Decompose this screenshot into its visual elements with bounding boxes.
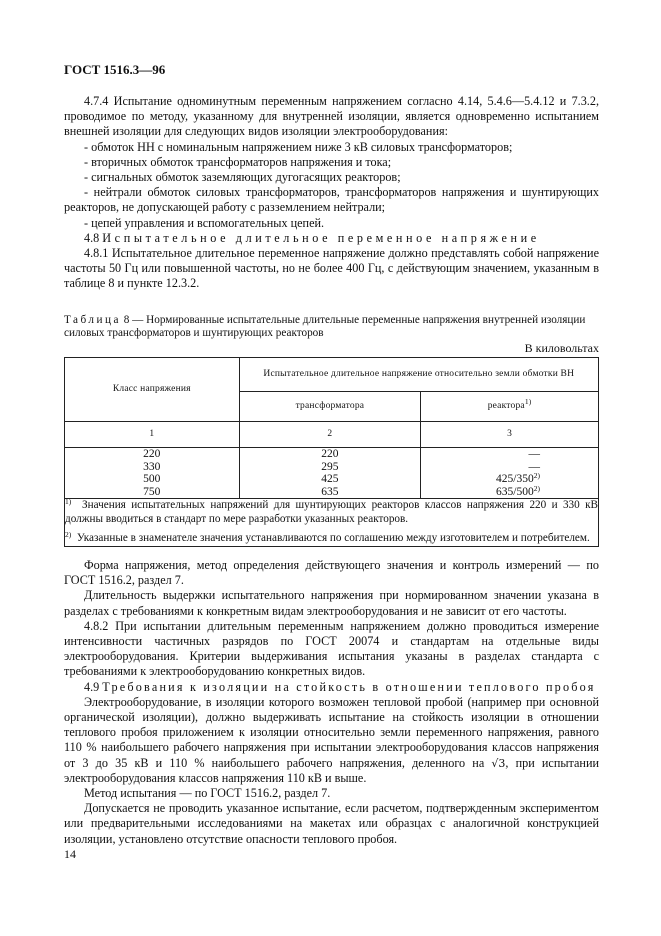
page-number: 14: [64, 847, 76, 861]
header-reactor-label: реактора: [487, 401, 525, 412]
paragraph: Допускается не проводить указанное испытание, если расчетом, подтвержденным экспериментом или предварительными исследованиями на макетах или образцах с аналогичной конструкцией изоляции, установлено отсутствие опасности теплового пробоя.: [64, 801, 599, 846]
table-cell: 425: [321, 473, 339, 486]
column-number: 2: [239, 422, 421, 448]
table-cell: [421, 483, 540, 499]
table-caption-text: — Нормированные испытательные длительные переменные напряжения внутренней изоляции силовых трансформаторов и шунтирующих реакторов: [64, 314, 586, 339]
table-cell: 750: [143, 485, 161, 498]
section-number: 4.8: [84, 230, 100, 245]
table-cell: 635: [321, 485, 339, 498]
table-cell: 330: [143, 460, 161, 473]
bottom-section: [64, 558, 599, 847]
text-part: Электрооборудование, в изоляции которого возможен тепловой пробой (например при основной органической изоляции), должно выдерживать испытание на стойкость изоляции в отношении теплового пробоя приложением к изоляции относительно земли переменного напряжения, равного 110 % наибольшего рабочего напряжения при испытании электрооборудования классов напряжения от 3 до 35 кВ и 110 % наибольшего рабочего напряжения, деленного на: [64, 694, 599, 770]
table-caption-label: Таблица: [64, 314, 121, 326]
note-text: Значения испытательных напряжений для шунтирующих реакторов классов напряжения 220 и 330 кВ должны вводиться в стандарт по мере разработки указанных реакторов.: [65, 499, 599, 525]
header-test-voltage: Испытательное длительное напряжение относительно земли обмотки ВН: [239, 358, 598, 392]
table-cell: 220: [321, 448, 339, 460]
column-number: 3: [421, 422, 599, 448]
table-cell: 220: [143, 448, 161, 460]
document-header: ГОСТ 1516.3—96: [64, 62, 166, 77]
list-item: - цепей управления и вспомогательных цепей.: [84, 215, 325, 230]
section-title: Требования к изоляции на стойкость в отношении теплового пробоя: [102, 679, 596, 694]
voltage-class-values: [65, 448, 240, 499]
cell-value: 425/350: [496, 473, 534, 486]
list-item: - сигнальных обмоток заземляющих дугогасящих реакторов;: [84, 170, 401, 185]
top-section: [64, 94, 599, 292]
footnote-ref: 2): [533, 483, 540, 493]
table-cell: 295: [321, 460, 339, 473]
note-text: Указанные в знаменателе значения устанавливаются по соглашению между изготовителем и потребителем.: [76, 532, 590, 545]
cell-value: 635/500: [496, 485, 534, 498]
footnote-ref: 1): [524, 397, 532, 407]
table-8: [64, 357, 599, 547]
header-reactor: [421, 392, 599, 422]
header-voltage-class: Класс напряжения: [65, 358, 240, 422]
column-number: 1: [65, 422, 240, 448]
table-cell: 500: [143, 473, 161, 486]
table-cell: [421, 448, 540, 461]
paragraph: Метод испытания — по ГОСТ 1516.2, раздел 7.: [84, 786, 331, 801]
table-caption: [64, 314, 599, 340]
paragraph-4-9: [64, 695, 599, 786]
table-cell: [421, 473, 540, 486]
cell-value: —: [528, 448, 540, 460]
paragraph: Форма напряжения, метод определения действующего значения и контроль измерений — по ГОСТ 1516.2, раздел 7.: [64, 558, 599, 588]
section-number: 4.9: [84, 679, 100, 694]
transformer-values: [239, 448, 421, 499]
section-4-9-heading: [64, 680, 599, 695]
section-4-8-heading: [64, 231, 599, 246]
list-item: - вторичных обмоток трансформаторов напряжения и тока;: [84, 154, 392, 169]
table-caption-number: 8: [123, 314, 130, 326]
cell-value: —: [528, 460, 540, 473]
table-note-1: [65, 499, 598, 526]
list-item: - обмоток НН с номинальным напряжением ниже 3 кВ силовых трансформаторов;: [84, 139, 513, 154]
paragraph-4-8-2: 4.8.2 При испытании длительным переменным напряжением должно проводиться измерение интенсивности частичных разрядов по ГОСТ 20074 и стандартам на отдельные виды электрооборудования. Критерии выдерживания испытания указаны в разделах стандарта с требованиями к электрооборудованию конкретных видов.: [64, 618, 599, 679]
footnote-mark: 1): [65, 497, 72, 507]
table-cell: [421, 461, 540, 474]
list-item: - нейтрали обмоток силовых трансформаторов, трансформаторов напряжения и шунтирующих реакторов, не допускающей работу с разземлением нейтрали;: [64, 185, 599, 215]
table-note-2: [65, 532, 598, 545]
header-transformer: трансформатора: [239, 392, 421, 422]
paragraph: Длительность выдержки испытательного напряжения при нормированном значении указана в разделах с требованиями к конкретным видам электрооборудования и не зависит от его частоты.: [64, 588, 599, 618]
table-notes: [65, 499, 599, 546]
footnote-mark: 2): [65, 530, 72, 540]
text-part: , при испытании электрооборудования классов напряжения 110 кВ и выше.: [64, 755, 600, 785]
reactor-values: [421, 448, 599, 499]
table-units: В киловольтах: [524, 341, 599, 355]
section-title: Испытательное длительное переменное напряжение: [102, 230, 540, 245]
paragraph-4-7-4: 4.7.4 Испытание одноминутным переменным напряжением согласно 4.14, 5.4.6—5.4.12 и 7.3.2, проводимое по методу, указанному для внутренней изоляции, является одновременно испытанием внешней изоляции для следующих видов изоляции электрооборудования:: [64, 94, 599, 139]
footnote-ref: 2): [533, 471, 540, 481]
sqrt-symbol: √3: [491, 756, 506, 770]
paragraph-4-8-1: 4.8.1 Испытательное длительное переменное напряжение должно представлять собой напряжение частоты 50 Гц или повышенной частоты, но не более 400 Гц, с действующим значением, указанным в таблице 8 и пункте 12.3.2.: [64, 246, 599, 291]
